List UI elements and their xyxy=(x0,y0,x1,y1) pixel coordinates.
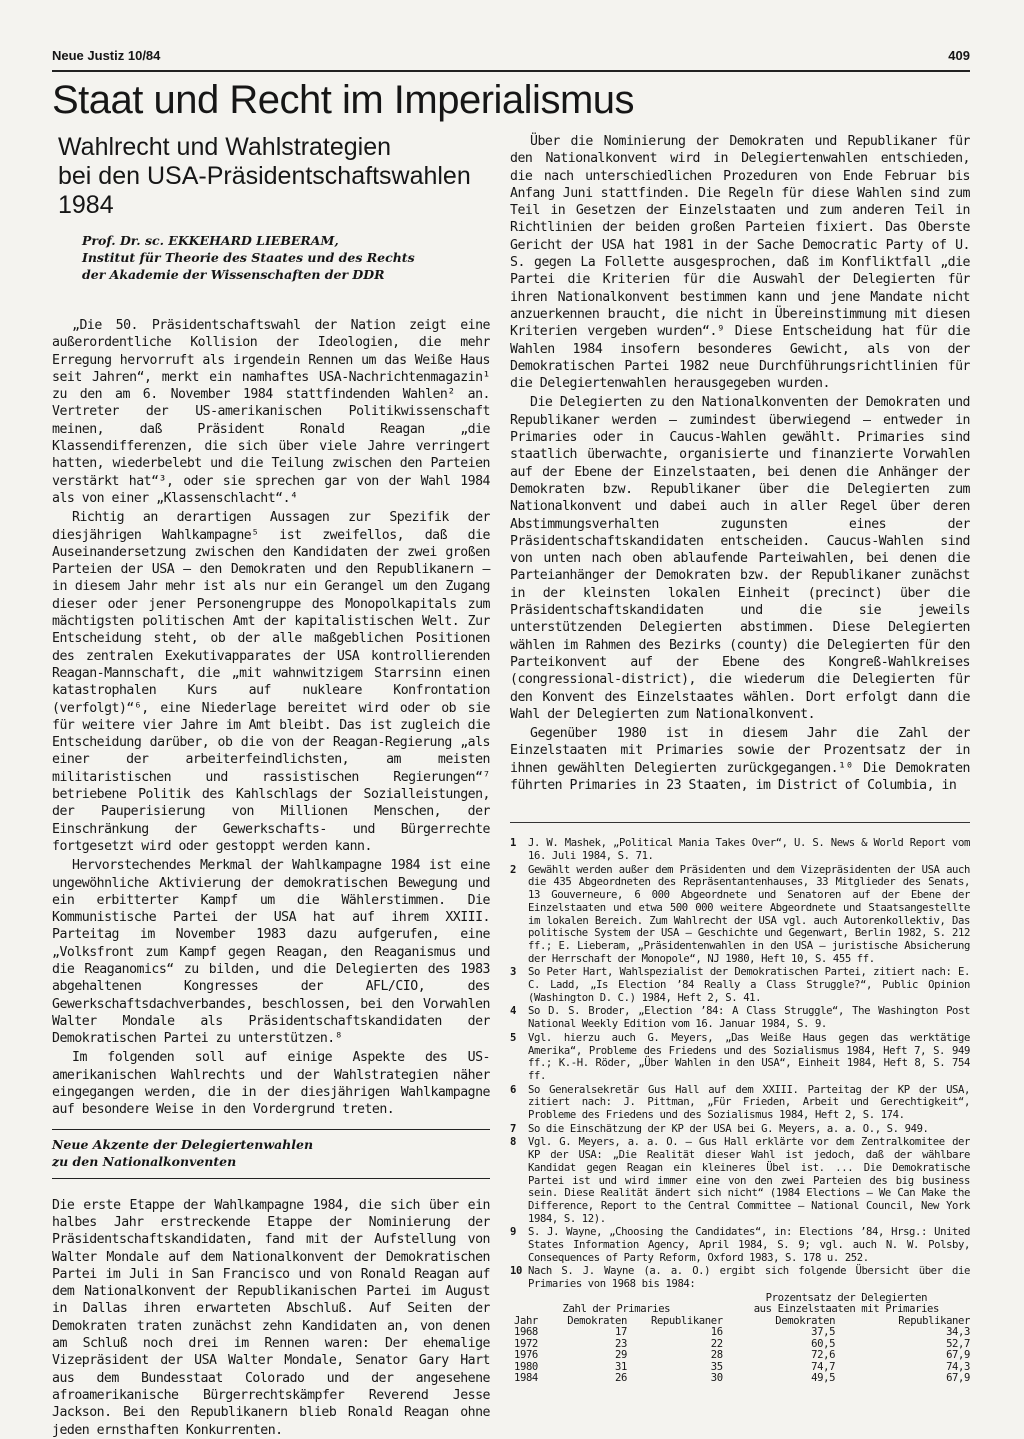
footnote-number: 8 xyxy=(510,1136,516,1149)
paragraph: Richtig an derartigen Aussagen zur Spezifik der diesjährigen Wahlkampagne⁵ ist zweifellos, daß die Auseinandersetzung zwischen den Kandidaten der zwei großen Parteien der USA — den Demokraten und den Republikanern — in diesem Jahr mehr ist als nur ein Gerangel um den Zugang dieser oder jener Personengruppe des Monopolkapitals zum mächtigsten politischen Amt der kapitalistischen Welt. Zur Entscheidung steht, ob der alle maßgeblichen Positionen des zentralen Exekutivapparates der USA kontrollierenden Reagan-Mannschaft, die „mit wahnwitzigem Starrsinn einen katastrophalen Kurs auf nukleare Konfrontation (verfolgt)“⁶, eine Niederlage bereitet wird oder ob sie für weitere vier Jahre im Amt bleibt. Das ist zugleich die Entscheidung darüber, ob die von der Reagan-Regierung „als einer der arbeiterfeindlichsten, am meisten militaristischen und rassistischen Regierungen“⁷ betriebene Politik des Kahlschlags der Sozialleistungen, der Pauperisierung von Millionen Menschen, der Einschränkung der Gewerkschafts- und Bürgerrechte fortgesetzt wird oder gestoppt werden kann. xyxy=(52,510,490,854)
table-group-header: Prozentsatz der Delegierten xyxy=(765,1291,928,1304)
table-cell: 52,7 xyxy=(946,1337,970,1350)
article-title-line1: Wahlrecht und Wahlstrategien xyxy=(58,133,392,161)
left-column xyxy=(52,133,490,1439)
primaries-table xyxy=(510,1293,970,1385)
footnote-number: 3 xyxy=(510,966,516,979)
table-cell: 23 xyxy=(615,1337,627,1350)
table-column-header-row xyxy=(510,1316,970,1328)
table-group-header-2: aus Einzelstaaten mit Primaries xyxy=(753,1303,940,1316)
table-cell: 1980 xyxy=(514,1360,538,1373)
header-rule xyxy=(52,70,970,72)
column-header: Demokraten xyxy=(775,1314,836,1327)
footnote-number: 1 xyxy=(510,837,516,850)
affiliation-line1: Institut für Theorie des Staates und des Rechts xyxy=(82,250,415,265)
table-cell: 22 xyxy=(710,1337,723,1350)
table-row xyxy=(510,1350,970,1362)
table-cell: 60,5 xyxy=(811,1337,836,1350)
footnote-number: 5 xyxy=(510,1031,516,1044)
table-count-header: Zahl der Primaries xyxy=(562,1303,671,1316)
footnote xyxy=(510,1084,970,1122)
footnotes xyxy=(510,837,970,1385)
left-body xyxy=(52,317,490,1439)
paragraph: Hervorstechendes Merkmal der Wahlkampagne 1984 ist eine ungewöhnliche Aktivierung der demokratischen Bewegung und ein erbitterter Kampf um die Wählerstimmen. Die Kommunistische Partei der USA hat auf ihrem XXIII. Parteitag im November 1983 dazu aufgerufen, eine „Volksfront zum Kampf gegen Reagan, den Reaganismus und die Reaganomics“ zu bilden, und die Delegierten des 1983 abgehaltenen Kongresses der AFL/CIO, des Gewerkschaftsdachverbandes, beschlossen, bei den Vorwahlen Walter Mondale als Präsidentschaftskandidaten der Demokratischen Partei zu unterstützen.⁸ xyxy=(52,858,490,1047)
table-cell: 74,7 xyxy=(811,1360,836,1373)
table-cell: 16 xyxy=(710,1326,723,1339)
footnote xyxy=(510,864,970,966)
article-title-line2: bei den USA-Präsidentschaftswahlen 1984 xyxy=(58,162,471,219)
column-header: Demokraten xyxy=(567,1314,627,1327)
footnote-text: So die Einschätzung der KP der USA bei G. Meyers, a. a. O., S. 949. xyxy=(528,1122,929,1135)
footnote xyxy=(510,1123,970,1136)
footnote-number: 10 xyxy=(510,1265,522,1278)
column-header: Republikaner xyxy=(650,1314,723,1327)
footnote-text: Vgl. hierzu auch G. Meyers, „Das Weiße Haus gegen das werktätige Amerika“, Probleme des Friedens und des Sozialismus 1984, Heft 7, S. 949 ff.; K.-H. Röder, „Über Wahlen in den USA“, Einheit 1984, Heft 8, S. 754 ff. xyxy=(528,1031,970,1082)
table-cell: 37,5 xyxy=(811,1326,836,1339)
table-cell: 1976 xyxy=(514,1349,538,1362)
footnote-text: So Peter Hart, Wahlspezialist der Demokratischen Partei, zitiert nach: E. C. Ladd, „Is Election ’84 Really a Class Struggle?“, Public Opinion (Washington D. C.) 1984, Heft 2, S. 41. xyxy=(528,966,970,1004)
paragraph: Im folgenden soll auf einige Aspekte des US-amerikanischen Wahlrechts und der Wahlstrategien näher eingegangen werden, die in der diesjährigen Wahlkampagne auf besondere Weise in den Vordergrund treten. xyxy=(52,1050,490,1118)
paragraph: Die erste Etappe der Wahlkampagne 1984, die sich über ein halbes Jahr erstreckende Etappe der Nominierung der Präsidentschaftskandidaten, fand mit der Aufstellung von Walter Mondale auf dem Nationalkonvent der Demokratischen Partei im Juli in San Francisco und von Ronald Reagan auf dem Nationalkonvent der Republikanischen Partei im August in Dallas ihren erwarteten Abschluß. Auf Seiten der Demokraten traten zunächst zehn Kandidaten an, von denen am Schluß noch drei im Rennen waren: Der ehemalige Vizepräsident der USA Walter Mondale, Senator Gary Hart aus dem Bundesstaat Colorado und der angesehene afroamerikanische Bürgerrechtskämpfer Reverend Jesse Jackson. Bei den Republikanern blieb Ronald Reagan ohne jeden ernsthaften Konkurrenten. xyxy=(52,1197,490,1438)
table-cell: 74,3 xyxy=(946,1360,970,1373)
column-header: Jahr xyxy=(514,1314,538,1327)
footnote xyxy=(510,1005,970,1030)
section-title: Staat und Recht im Imperialismus xyxy=(52,78,635,122)
footnote-text: Vgl. G. Meyers, a. a. O. – Gus Hall erklärte vor dem Zentralkomitee der KP der USA: „Die Realität dieser Wahl ist jedoch, daß der wählbare Kandidat gegen Reagan ein kleineres Übel ist. ... Die Demokratische Partei ist und wird immer eine von den zwei Parteien des big business sein. Diese Realität ändert sich nicht“ (1984 Elections – We Can Make the Difference, Report to the Central Committee – National Council, New York 1984, S. 12). xyxy=(528,1136,970,1225)
table-cell: 67,9 xyxy=(946,1372,970,1385)
byline xyxy=(82,232,490,283)
table-cell: 29 xyxy=(615,1349,627,1362)
table-row xyxy=(510,1339,970,1351)
footnote xyxy=(510,966,970,1004)
footnote-number: 6 xyxy=(510,1083,516,1096)
table-cell: 31 xyxy=(615,1360,627,1373)
footnote-text: Gewählt werden außer dem Präsidenten und dem Vizepräsidenten der USA auch die 435 Abgeordneten des Repräsentantenhauses, 33 Mitglieder des Senats, 13 Gouverneure, 6 000 Abgeordnete und Senatoren auf der Ebene der Einzelstaaten und etwa 500 000 weitere Abgeordnete und Staatsangestellte im lokalen Bereich. Zum Wahlrecht der USA vgl. auch Autorenkollektiv, Das politische System der USA – Geschichte und Gegenwart, Berlin 1982, S. 212 ff.; E. Lieberam, „Präsidentenwahlen in den USA – juristische Absicherung der Herrschaft der Monopole“, NJ 1980, Heft 10, S. 455 ff. xyxy=(528,863,970,965)
footnote-text: So Generalsekretär Gus Hall auf dem XXIII. Parteitag der KP der USA, zitiert nach: J. Pittman, „Für Frieden, Arbeit und Gerechtigkeit“, Probleme des Friedens und des Sozialismus 1984, Heft 2, S. 174. xyxy=(528,1083,970,1122)
subheading-line1: Neue Akzente der Delegiertenwahlen xyxy=(52,1136,314,1152)
table-cell: 30 xyxy=(710,1372,723,1385)
page-header xyxy=(52,48,970,63)
affiliation-line2: der Akademie der Wissenschaften der DDR xyxy=(82,267,385,282)
table-row xyxy=(510,1362,970,1374)
journal-name: Neue Justiz 10/84 xyxy=(52,48,161,63)
footnote xyxy=(510,1032,970,1083)
column-header: Republikaner xyxy=(898,1314,970,1327)
table-cell: 49,5 xyxy=(811,1372,836,1385)
footnote xyxy=(510,837,970,862)
paragraph: Gegenüber 1980 ist in diesem Jahr die Zahl der Einzelstaaten mit Primaries sowie der Prozentsatz der in ihnen gewählten Delegierten zurückgegangen.¹⁰ Die Demokraten führten Primaries in 23 Staaten, im District of Columbia, in xyxy=(510,726,970,793)
footnote-text: S. J. Wayne, „Choosing the Candidates“, in: Elections ’84, Hrsg.: United States Information Agency, April 1984, S. 9; vgl. auch N. W. Polsby, Consequences of Party Reform, Oxford 1983, S. 178 u. 252. xyxy=(528,1226,970,1264)
footnote-text: So D. S. Broder, „Election ’84: A Class Struggle“, The Washington Post National Weekly Edition vom 16. Januar 1984, S. 9. xyxy=(528,1005,970,1031)
table-row xyxy=(510,1327,970,1339)
subheading xyxy=(52,1129,490,1179)
table-cell: 17 xyxy=(615,1326,627,1339)
paragraph: „Die 50. Präsidentschaftswahl der Nation zeigt eine außerordentliche Kollision der Ideologien, die mehr Erregung hervorruft als irgendein Rennen um das Weiße Haus seit Jahren“, merkt ein namhaftes USA-Nachrichtenmagazin¹ zu den am 6. November 1984 stattfindenden Wahlen² an. Vertreter der US-amerikanischen Politikwissenschaft meinen, daß Präsident Ronald Reagan „die Klassendifferenzen, die sich über viele Jahre verringert hatten, wiederbelebt und die Teilung zwischen den Parteien verstärkt hat“³, oder sie sprechen gar von der Wahl 1984 als von einer „Klassenschlacht“.⁴ xyxy=(52,318,490,506)
table-cell: 34,3 xyxy=(946,1326,970,1339)
footnote-number: 2 xyxy=(510,863,516,876)
table-cell: 35 xyxy=(710,1360,723,1373)
right-body xyxy=(510,133,970,794)
page-number: 409 xyxy=(948,48,970,63)
table-row xyxy=(510,1373,970,1385)
paragraph: Über die Nominierung der Demokraten und Republikaner für den Nationalkonvent wird in Delegiertenwahlen entschieden, die nach unterschiedlichen Prozeduren von Ende Februar bis Anfang Juni stattfinden. Die Regeln für diese Wahlen sind zum Teil in Gesetzen der Einzelstaaten und zum anderen Teil in Richtlinien der beiden großen Parteien fixiert. Das Oberste Gericht der USA hat 1981 in der Sache Democratic Party of U. S. gegen La Follette ausgesprochen, daß im Konfliktfall „die Partei die Kriterien für die Auswahl der Delegierten für ihren Nationalkonvent bestimmen kann und jene Mandate nicht anzuerkennen braucht, die nicht in Übereinstimmung mit diesen Kriterien vergeben wurden“.⁹ Diese Entscheidung hat für die Wahlen 1984 insofern besonderes Gewicht, als von der Demokratischen Partei 1982 neue Durchführungsrichtlinien für die Delegiertenwahlen herausgegeben wurden. xyxy=(510,134,970,392)
table-cell: 67,9 xyxy=(946,1349,970,1362)
footnote-text: J. W. Mashek, „Political Mania Takes Over“, U. S. News & World Report vom 16. Juli 1984, S. 71. xyxy=(528,837,970,862)
table-cell: 1972 xyxy=(514,1337,538,1350)
subheading-line2: zu den Nationalkonventen xyxy=(52,1153,237,1169)
footnote-number: 7 xyxy=(510,1122,516,1135)
table-cell: 28 xyxy=(710,1349,723,1362)
footnote-rule xyxy=(510,822,970,823)
footnote-number: 4 xyxy=(510,1005,516,1018)
article-title xyxy=(52,133,490,220)
table-cell: 26 xyxy=(615,1372,627,1385)
footnote-text: Nach S. J. Wayne (a. a. O.) ergibt sich folgende Übersicht über die Primaries von 1968 bis 1984: xyxy=(528,1265,970,1291)
table-cell: 72,6 xyxy=(811,1349,836,1362)
footnote xyxy=(510,1226,970,1264)
footnote xyxy=(510,1265,970,1290)
footnote xyxy=(510,1136,970,1225)
table-cell: 1984 xyxy=(514,1372,538,1385)
footnote-number: 9 xyxy=(510,1226,516,1239)
table-cell: 1968 xyxy=(514,1326,538,1339)
paragraph: Die Delegierten zu den Nationalkonventen der Demokraten und Republikaner werden — zumindest überwiegend — entweder in Primaries oder in Caucus-Wahlen gewählt. Primaries sind staatlich überwachte, organisierte und finanzierte Vorwahlen auf der Ebene der Einzelstaaten, bei denen die Anhänger der Demokraten bzw. Republikaner über die Delegierten zum Nationalkonvent und dabei auch in aller Regel über deren Abstimmungsverhalten zugunsten eines der Präsidentschaftskandidaten entscheiden. Caucus-Wahlen sind von unten nach oben ablaufende Parteiwahlen, bei denen die Parteianhänger der Demokraten bzw. der Republikaner zunächst in der kleinsten lokalen Einheit (precinct) über die Präsidentschaftskandidaten und die sie jeweils unterstützenden Delegierten abstimmen. Diese Delegierten wählen im Rahmen des Bezirks (county) die Delegierten für den Parteikonvent auf der Ebene des Kongreß-Wahlkreises (congressional-district), die wiederum die Delegierten für den Konvent des Einzelstaates wählen. Dort erfolgt dann die Wahl der Delegierten zum Nationalkonvent. xyxy=(510,395,970,722)
author: Prof. Dr. sc. EKKEHARD LIEBERAM, xyxy=(82,233,339,248)
right-column xyxy=(510,133,970,1385)
